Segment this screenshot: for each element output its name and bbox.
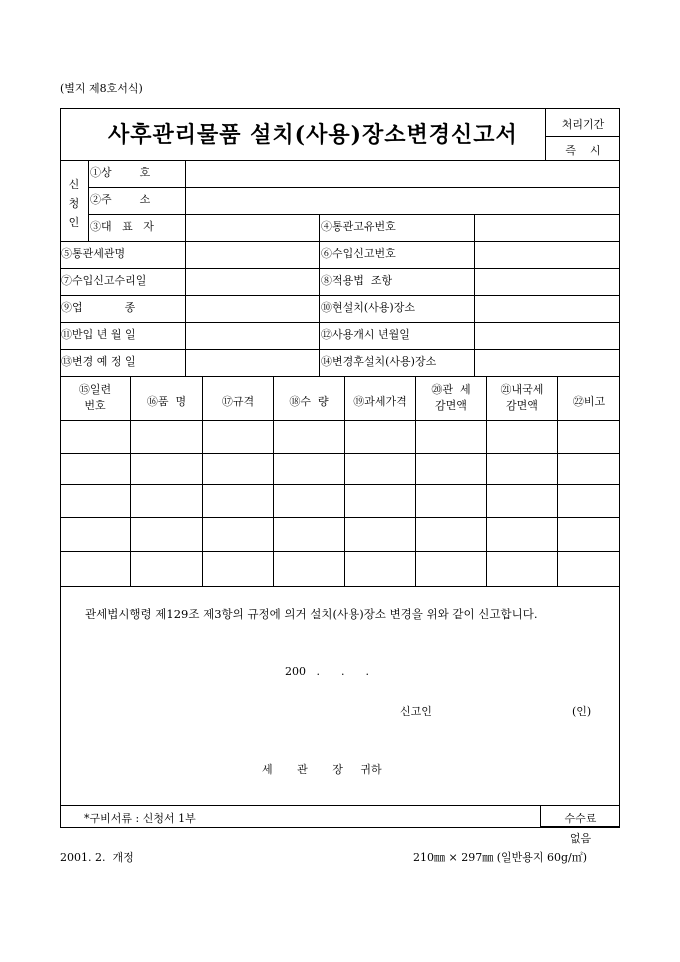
use-start-date-field[interactable] [475, 323, 619, 348]
attachments: *구비서류 : 신청서 1부 [84, 812, 196, 825]
processing-period-value: 즉 시 [565, 144, 601, 157]
carry-in-date-field[interactable] [186, 323, 318, 348]
declaration-text: 관세법시행령 제129조 제3항의 규정에 의거 설치(사용)장소 변경을 위와 같이 신고합니다. [85, 607, 538, 621]
rule [60, 805, 620, 806]
representative-label: ③대 표 자 [90, 220, 154, 233]
rule [60, 420, 620, 421]
change-date-field[interactable] [186, 350, 318, 375]
rule [88, 160, 89, 241]
declarant-label: 신고인 [400, 705, 432, 718]
rule [540, 826, 620, 827]
current-location-field[interactable] [475, 296, 619, 321]
col-header-remarks: ㉒비고 [572, 395, 606, 408]
paper-spec: 210㎜ × 297㎜ (일반용지 60g/㎡) [413, 851, 588, 864]
addressee: 세 관 장 귀하 [262, 763, 382, 776]
address-label: ②주 소 [90, 193, 151, 206]
current-location-label: ⑩현설치(사용)장소 [321, 301, 415, 314]
applicant-side-label-1: 신 [68, 178, 80, 191]
customs-office-label: ⑤통관세관명 [61, 247, 126, 260]
rule [545, 136, 620, 137]
col-header-internal-tax-reduction: ㉑내국세 감면액 [500, 383, 544, 412]
col-header-customs-reduction: ⑳관 세 감면액 [431, 383, 471, 412]
col-header-quantity: ⑱수 량 [289, 395, 329, 408]
processing-period-label: 처리기간 [561, 118, 605, 131]
trade-name-field[interactable] [186, 161, 619, 186]
date-line: 200 . . . [285, 665, 369, 678]
new-location-field[interactable] [475, 350, 619, 375]
col-header-serial: ⑮일련 번호 [78, 383, 112, 412]
business-type-field[interactable] [186, 296, 318, 321]
carry-in-date-label: ⑪반입 년 월 일 [61, 328, 136, 341]
customs-id-label: ④통관고유번호 [321, 220, 396, 233]
applicable-law-field[interactable] [475, 269, 619, 294]
trade-name-label: ①상 호 [90, 166, 151, 179]
col-header-taxable-price: ⑲과세가격 [353, 395, 407, 408]
rule [60, 484, 620, 485]
col-header-item-name: ⑯품 명 [146, 395, 187, 408]
rule [60, 586, 620, 587]
use-start-date-label: ⑫사용개시 년월일 [321, 328, 410, 341]
customs-office-field[interactable] [186, 242, 318, 267]
fee-label: 수수료 [564, 812, 597, 825]
form-code: (별지 제8호서식) [60, 82, 143, 95]
representative-field[interactable] [186, 215, 318, 240]
rule [319, 214, 320, 376]
rule [60, 376, 620, 377]
applicable-law-label: ⑧적용법 조항 [321, 274, 393, 287]
import-decl-no-label: ⑥수입신고번호 [321, 247, 396, 260]
customs-id-field[interactable] [475, 215, 619, 240]
applicant-side-label-2: 청 [68, 197, 80, 210]
new-location-label: ⑭변경후설치(사용)장소 [321, 355, 437, 368]
change-date-label: ⑬변경 예 정 일 [61, 355, 136, 368]
import-accept-date-label: ⑦수입신고수리일 [61, 274, 147, 287]
rule [60, 453, 620, 454]
declarant-seal: (인) [572, 705, 592, 718]
import-decl-no-field[interactable] [475, 242, 619, 267]
address-field[interactable] [186, 188, 619, 213]
revision-note: 2001. 2. 개정 [60, 851, 134, 864]
page-title: 사후관리물품 설치(사용)장소변경신고서 [108, 122, 518, 148]
business-type-label: ⑨업 종 [61, 301, 136, 314]
fee-value: 없음 [569, 832, 592, 845]
col-header-spec: ⑰규격 [221, 395, 255, 408]
rule [60, 517, 620, 518]
import-accept-date-field[interactable] [186, 269, 318, 294]
rule [60, 551, 620, 552]
applicant-side-label-3: 인 [68, 216, 80, 229]
